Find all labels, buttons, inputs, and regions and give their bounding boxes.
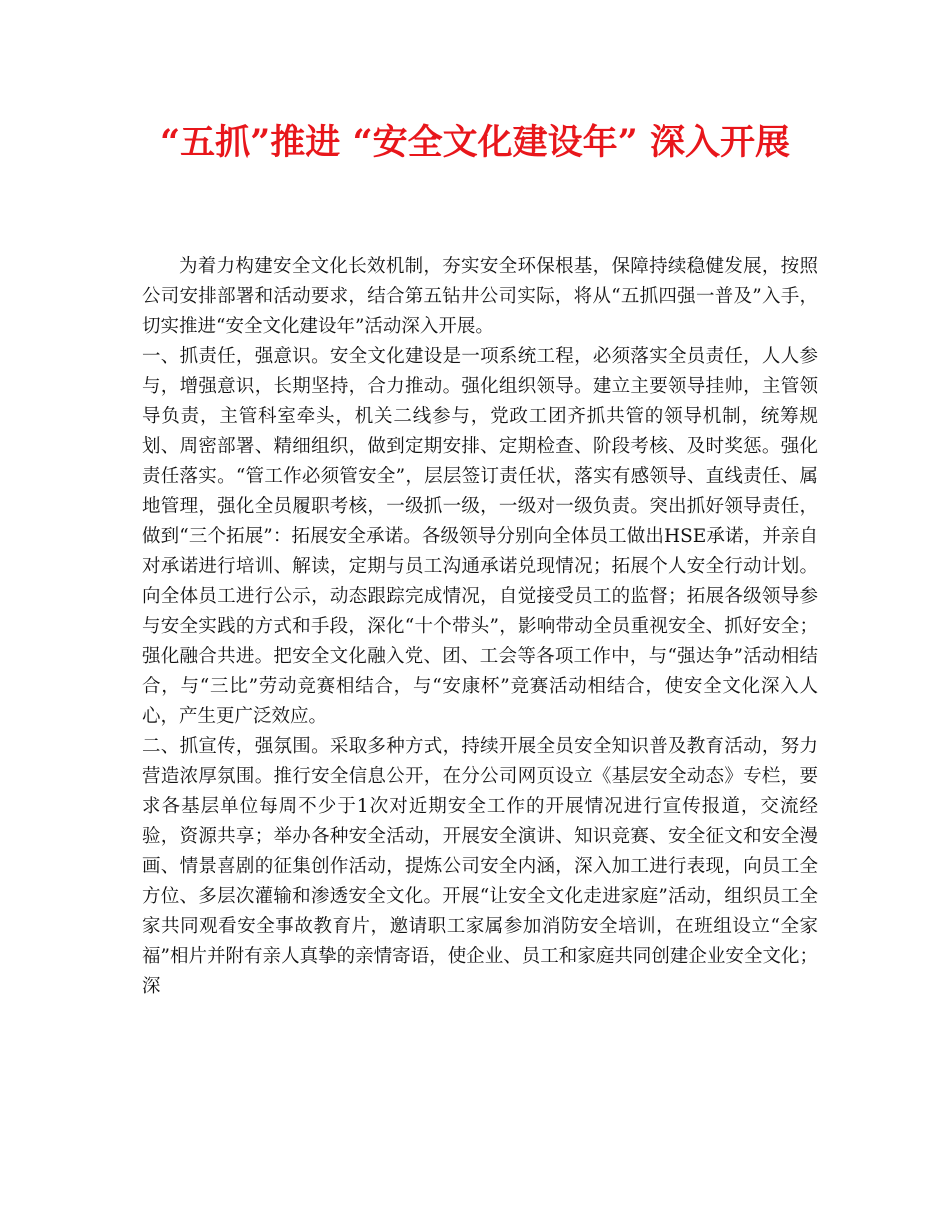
section-two-paragraph: 二、抓宣传，强氛围。采取多种方式，持续开展全员安全知识普及教育活动，努力营造浓厚氛围。推行安全信息公开，在分公司网页设立《基层安全动态》专栏，要求各基层单位每周不少于1次对近期安全工作的开展情况进行宣传报道，交流经验，资源共享；举办各种安全活动，开展安全演讲、知识竞赛、安全征文和安全漫画、情景喜剧的征集创作活动，提炼公司安全内涵，深入加工进行表现，向员工全方位、多层次灌输和渗透安全文化。开展“让安全文化走进家庭”活动，组织员工全家共同观看安全事故教育片，邀请职工家属参加消防安全培训，在班组设立“全家福”相片并附有亲人真挚的亲情寄语，使企业、员工和家庭共同创建企业安全文化；深 xyxy=(142,736,818,997)
document-body xyxy=(142,252,818,1002)
document-title: “五抓”推进 “安全文化建设年” 深入开展 xyxy=(160,122,790,163)
intro-paragraph: 为着力构建安全文化长效机制，夯实安全环保根基，保障持续稳健发展，按照公司安排部署和活动要求，结合第五钻井公司实际，将从“五抓四强一普及”入手，切实推进“安全文化建设年”活动深入开展。 xyxy=(142,256,818,337)
section-one-paragraph: 一、抓责任，强意识。安全文化建设是一项系统工程，必须落实全员责任，人人参与，增强意识，长期坚持，合力推动。强化组织领导。建立主要领导挂帅，主管领导负责，主管科室牵头，机关二线参与，党政工团齐抓共管的领导机制，统筹规划、周密部署、精细组织，做到定期安排、定期检查、阶段考核、及时奖惩。强化责任落实。“管工作必须管安全”，层层签订责任状，落实有感领导、直线责任、属地管理，强化全员履职考核，一级抓一级，一级对一级负责。突出抓好领导责任，做到“三个拓展”：拓展安全承诺。各级领导分别向全体员工做出HSE承诺，并亲自对承诺进行培训、解读，定期与员工沟通承诺兑现情况；拓展个人安全行动计划。向全体员工进行公示，动态跟踪完成情况，自觉接受员工的监督；拓展各级领导参与安全实践的方式和手段，深化“十个带头”，影响带动全员重视安全、抓好安全；强化融合共进。把安全文化融入党、团、工会等各项工作中，与“强达争”活动相结合，与“三比”劳动竞赛相结合，与“安康杯”竞赛活动相结合，使安全文化深入人心，产生更广泛效应。 xyxy=(142,346,818,727)
